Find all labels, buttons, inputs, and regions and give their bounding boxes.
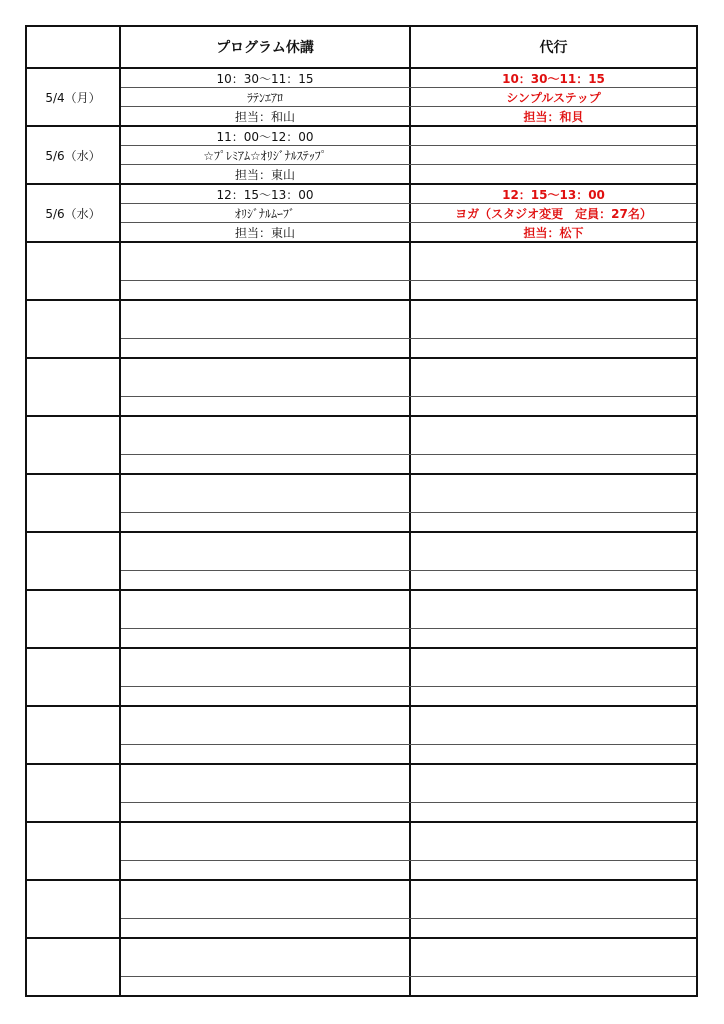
row-date bbox=[27, 765, 119, 821]
cancel-program bbox=[121, 784, 409, 803]
sub-program bbox=[411, 784, 696, 803]
row-date bbox=[27, 707, 119, 763]
sub-program bbox=[411, 842, 696, 861]
cancel-program: ☆ﾌﾟﾚﾐｱﾑ☆ｵﾘｼﾞﾅﾙｽﾃｯﾌﾟ bbox=[203, 149, 327, 163]
cancel-instructor: 担当：東山 bbox=[234, 168, 295, 182]
cancel-time bbox=[121, 707, 409, 726]
sub-time bbox=[411, 765, 696, 784]
row-subdivider bbox=[121, 512, 696, 513]
header-substitute: 代行 bbox=[539, 40, 568, 56]
cancel-program bbox=[121, 320, 409, 339]
row-date bbox=[27, 475, 119, 531]
row-subdivider bbox=[121, 87, 696, 88]
sub-time bbox=[411, 649, 696, 668]
sub-program bbox=[411, 494, 696, 513]
cancel-program bbox=[121, 436, 409, 455]
row-date bbox=[27, 649, 119, 705]
header-cancelled-program: プログラム休講 bbox=[216, 40, 314, 56]
cancel-time bbox=[121, 649, 409, 668]
sub-instructor bbox=[411, 977, 696, 996]
sub-time bbox=[411, 417, 696, 436]
cancel-instructor bbox=[121, 745, 409, 764]
sub-time bbox=[411, 939, 696, 958]
row-subdivider bbox=[121, 918, 696, 919]
sub-program bbox=[411, 320, 696, 339]
schedule-table bbox=[25, 25, 698, 997]
cancel-program: ｵﾘｼﾞﾅﾙﾑｰﾌﾞ bbox=[234, 207, 295, 221]
row-subdivider bbox=[121, 145, 696, 146]
cancel-program bbox=[121, 668, 409, 687]
row-date: 5/6（水） bbox=[45, 206, 101, 221]
cancel-instructor bbox=[121, 977, 409, 996]
sub-instructor bbox=[411, 861, 696, 880]
cancel-program bbox=[121, 378, 409, 397]
sub-instructor bbox=[411, 455, 696, 474]
row-date: 5/6（水） bbox=[45, 148, 101, 163]
cancel-program bbox=[121, 494, 409, 513]
row-subdivider bbox=[121, 222, 696, 223]
sub-time bbox=[411, 301, 696, 320]
cancel-program: ﾗﾃﾝｴｱﾛ bbox=[246, 91, 283, 105]
sub-program bbox=[411, 378, 696, 397]
sub-program bbox=[411, 726, 696, 745]
sub-time bbox=[411, 243, 696, 262]
cancel-time bbox=[121, 301, 409, 320]
sub-instructor bbox=[411, 281, 696, 300]
cancel-instructor bbox=[121, 803, 409, 822]
sub-time bbox=[411, 475, 696, 494]
sub-program bbox=[411, 552, 696, 571]
row-subdivider bbox=[121, 203, 696, 204]
sub-instructor bbox=[411, 513, 696, 532]
row-date bbox=[27, 533, 119, 589]
sub-time bbox=[411, 591, 696, 610]
cancel-time bbox=[121, 475, 409, 494]
sub-program bbox=[411, 900, 696, 919]
row-date bbox=[27, 823, 119, 879]
sub-time bbox=[411, 881, 696, 900]
sub-time bbox=[411, 359, 696, 378]
cancel-instructor bbox=[121, 571, 409, 590]
cancel-time bbox=[121, 939, 409, 958]
row-subdivider bbox=[121, 338, 696, 339]
cancel-instructor bbox=[121, 455, 409, 474]
sub-instructor bbox=[411, 687, 696, 706]
cancel-time bbox=[121, 765, 409, 784]
cancel-time: 10：30～11：15 bbox=[216, 72, 314, 86]
sub-instructor bbox=[411, 397, 696, 416]
row-subdivider bbox=[121, 570, 696, 571]
sub-program bbox=[411, 436, 696, 455]
row-subdivider bbox=[121, 396, 696, 397]
row-subdivider bbox=[121, 744, 696, 745]
cancel-program bbox=[121, 726, 409, 745]
row-subdivider bbox=[121, 628, 696, 629]
row-date bbox=[27, 301, 119, 357]
cancel-program bbox=[121, 262, 409, 281]
row-subdivider bbox=[121, 976, 696, 977]
sub-program: ヨガ（スタジオ変更 定員：27名） bbox=[455, 207, 652, 221]
cancel-time bbox=[121, 359, 409, 378]
cancel-program bbox=[121, 842, 409, 861]
row-subdivider bbox=[121, 164, 696, 165]
sub-time: 10：30～11：15 bbox=[502, 72, 605, 86]
cancel-program bbox=[121, 610, 409, 629]
cancel-instructor bbox=[121, 629, 409, 648]
row-subdivider bbox=[121, 860, 696, 861]
sub-instructor bbox=[411, 571, 696, 590]
row-subdivider bbox=[121, 454, 696, 455]
cancel-instructor: 担当：東山 bbox=[234, 226, 295, 240]
cancel-time bbox=[121, 533, 409, 552]
sub-program bbox=[411, 958, 696, 977]
row-subdivider bbox=[121, 106, 696, 107]
sub-program: シンプルステップ bbox=[506, 91, 601, 105]
sub-instructor bbox=[411, 629, 696, 648]
cancel-instructor bbox=[121, 687, 409, 706]
row-subdivider bbox=[121, 686, 696, 687]
sub-program bbox=[411, 146, 696, 165]
sub-time bbox=[411, 533, 696, 552]
cancel-time bbox=[121, 417, 409, 436]
row-date bbox=[27, 243, 119, 299]
sub-program bbox=[411, 668, 696, 687]
sub-program bbox=[411, 262, 696, 281]
sub-instructor bbox=[411, 165, 696, 184]
row-subdivider bbox=[121, 802, 696, 803]
sub-instructor bbox=[411, 745, 696, 764]
cancel-program bbox=[121, 900, 409, 919]
cancel-instructor bbox=[121, 281, 409, 300]
sub-time bbox=[411, 823, 696, 842]
sub-program bbox=[411, 610, 696, 629]
row-date bbox=[27, 881, 119, 937]
cancel-program bbox=[121, 552, 409, 571]
row-date bbox=[27, 591, 119, 647]
cancel-instructor: 担当：和山 bbox=[234, 110, 295, 124]
row-date bbox=[27, 939, 119, 995]
cancel-instructor bbox=[121, 513, 409, 532]
sub-instructor bbox=[411, 803, 696, 822]
cancel-instructor bbox=[121, 919, 409, 938]
row-subdivider bbox=[121, 280, 696, 281]
cancel-program bbox=[121, 958, 409, 977]
cancel-time: 11：00～12：00 bbox=[216, 130, 314, 144]
header-date bbox=[27, 27, 119, 67]
cancel-instructor bbox=[121, 861, 409, 880]
cancel-instructor bbox=[121, 339, 409, 358]
sub-time bbox=[411, 127, 696, 146]
row-date bbox=[27, 359, 119, 415]
sub-instructor: 担当：和貝 bbox=[523, 110, 584, 124]
cancel-time bbox=[121, 823, 409, 842]
cancel-time bbox=[121, 881, 409, 900]
sub-time bbox=[411, 707, 696, 726]
sub-time: 12：15～13：00 bbox=[502, 188, 605, 202]
row-date: 5/4（月） bbox=[45, 90, 101, 105]
cancel-time bbox=[121, 243, 409, 262]
cancel-time bbox=[121, 591, 409, 610]
sub-instructor bbox=[411, 339, 696, 358]
sub-instructor: 担当：松下 bbox=[523, 226, 584, 240]
row-date bbox=[27, 417, 119, 473]
sub-instructor bbox=[411, 919, 696, 938]
cancel-instructor bbox=[121, 397, 409, 416]
cancel-time: 12：15～13：00 bbox=[216, 188, 314, 202]
